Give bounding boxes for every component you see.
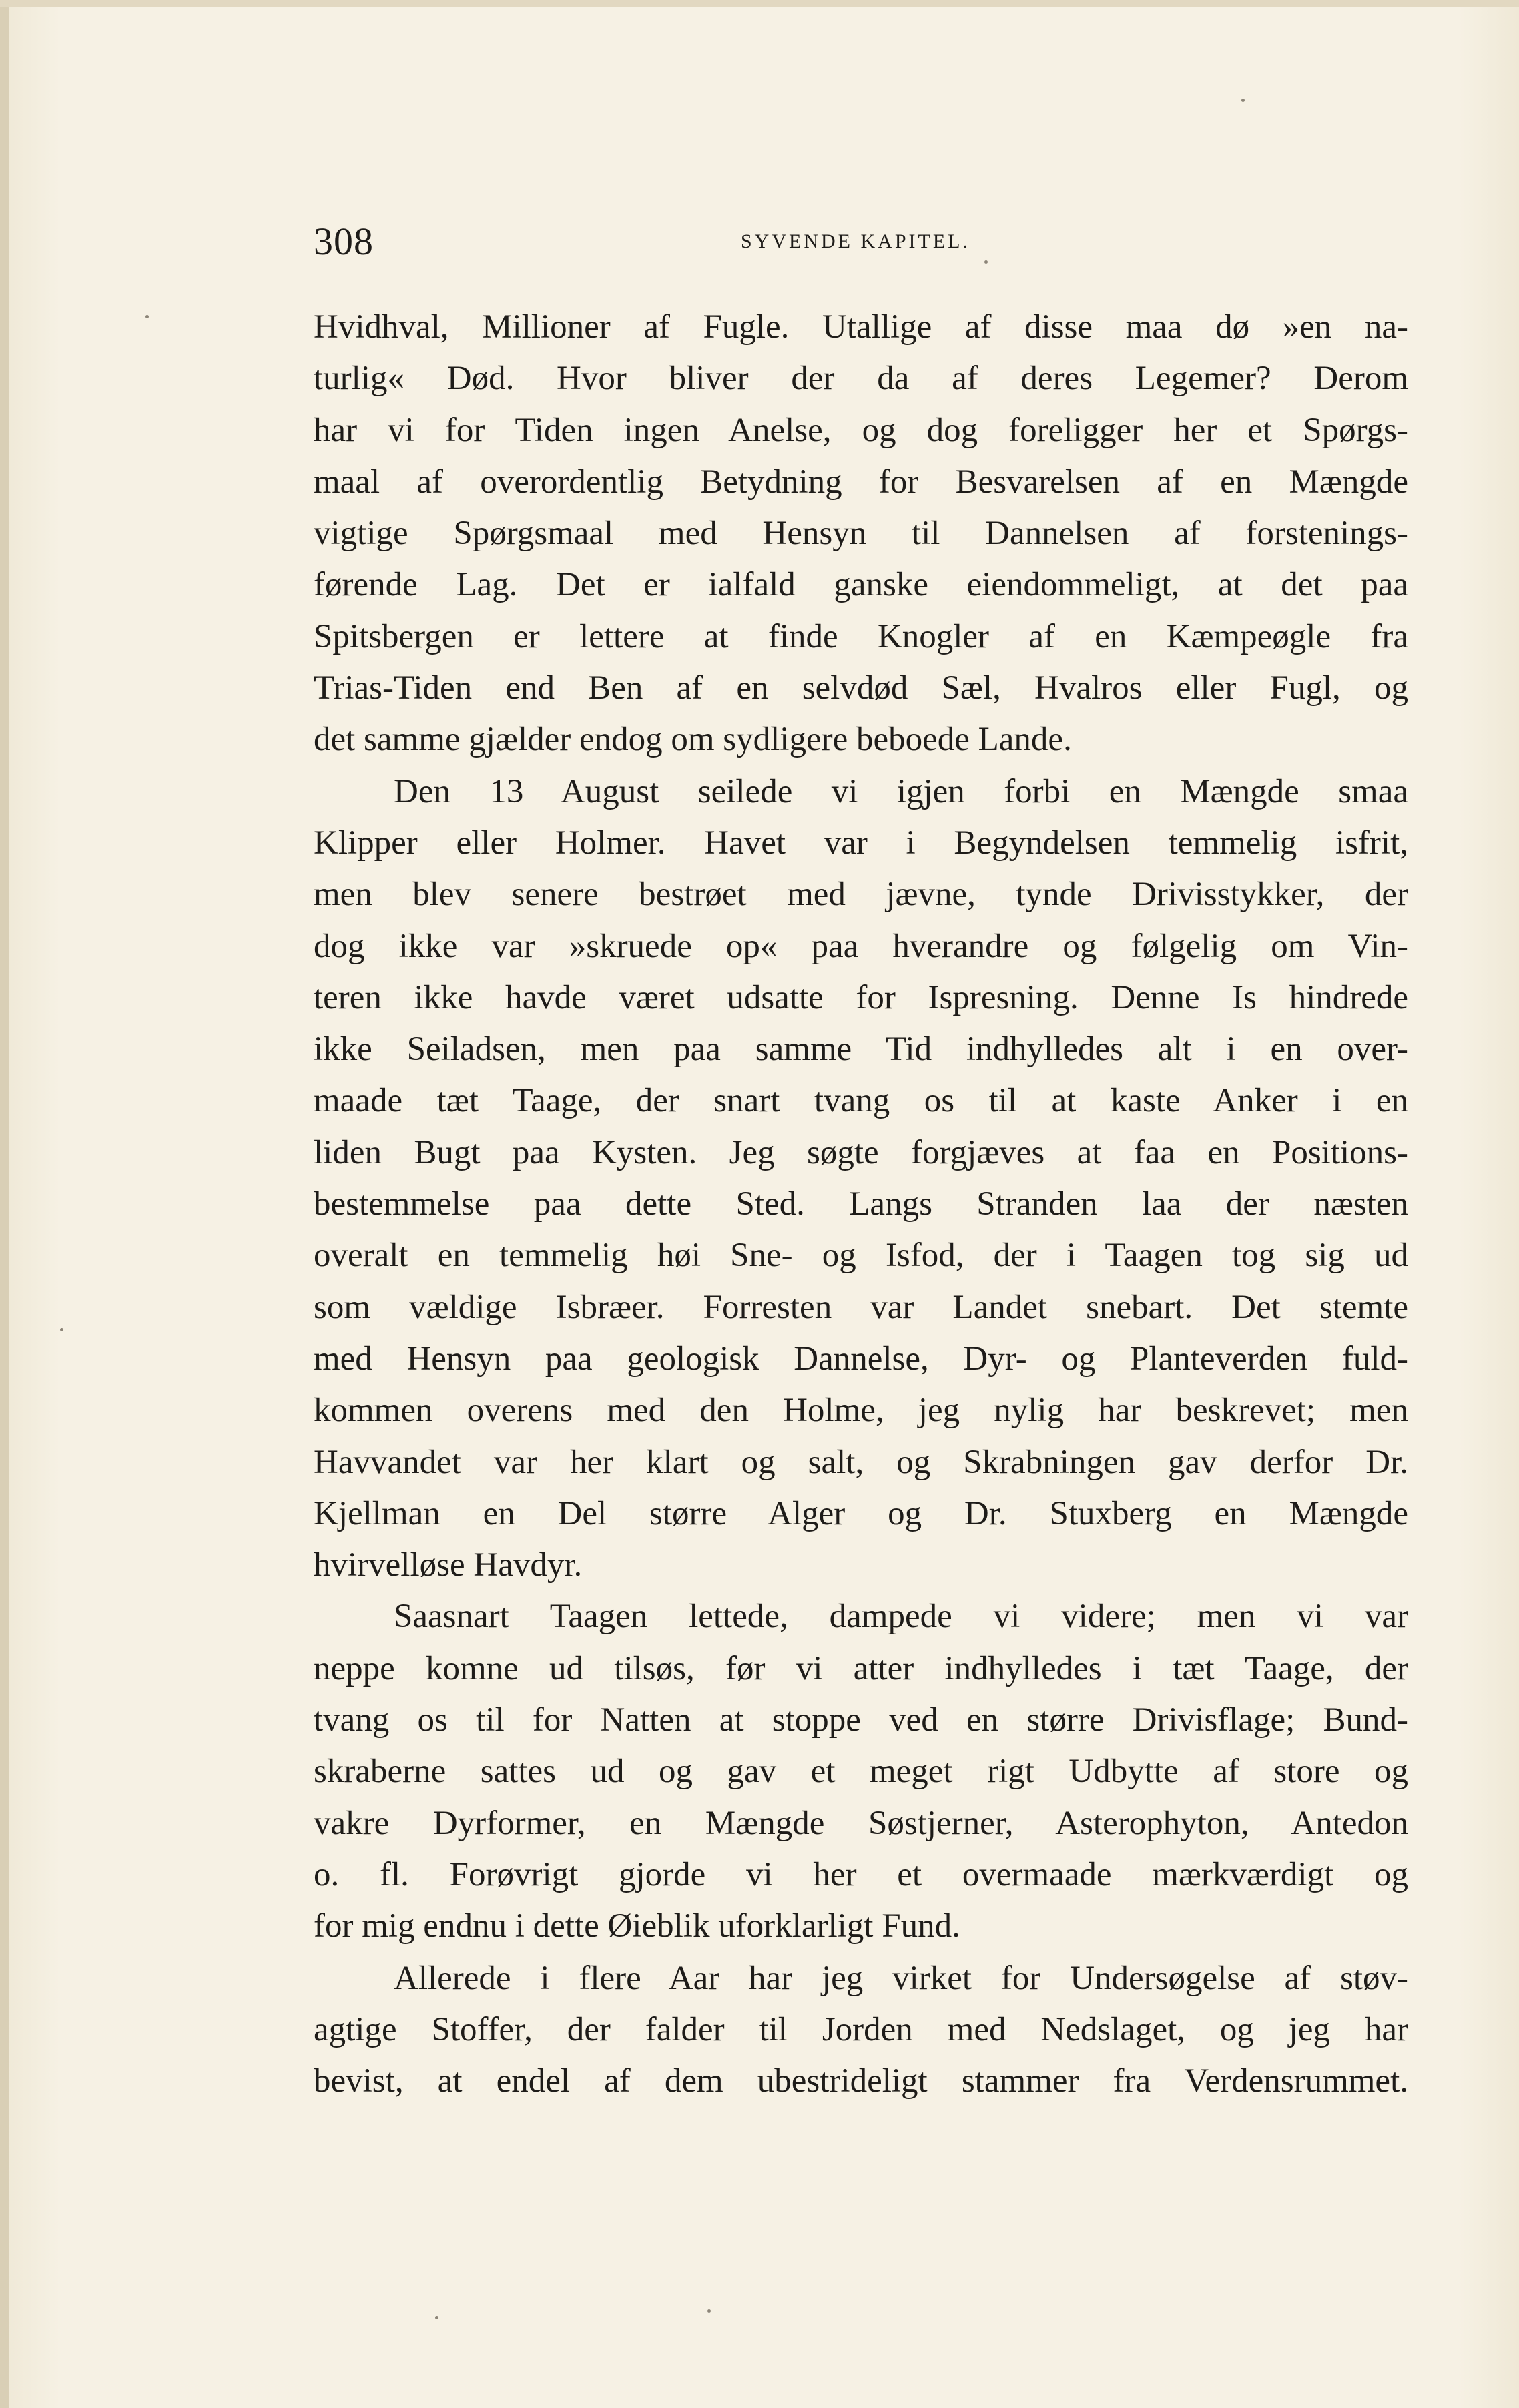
- text-line: maal af overordentlig Betydning for Besvarelsen af en Mængde: [314, 463, 1408, 501]
- paragraph-3: [314, 1591, 1408, 1952]
- text-line: tvang os til for Natten at stoppe ved en større Drivisflage; Bund-: [314, 1701, 1408, 1739]
- text-line: førende Lag. Det er ialfald ganske eiendommeligt, at det paa: [314, 566, 1408, 604]
- text-line: Klipper eller Holmer. Havet var i Begyndelsen temmelig isfrit,: [314, 824, 1408, 862]
- chapter-title: SYVENDE KAPITEL.: [741, 230, 970, 252]
- paper-speck: [1241, 99, 1245, 102]
- paragraph-4: [314, 1953, 1408, 2108]
- text-line: vakre Dyrformer, en Mængde Søstjerner, Asterophyton, Antedon: [314, 1804, 1408, 1842]
- text-line: vigtige Spørgsmaal med Hensyn til Dannelsen af forstenings-: [314, 515, 1408, 553]
- text-line: o. fl. Forøvrigt gjorde vi her et overmaade mærkværdigt og: [314, 1855, 1408, 1893]
- text-line: Kjellman en Del større Alger og Dr. Stuxberg en Mængde: [314, 1494, 1408, 1532]
- text-line: med Hensyn paa geologisk Dannelse, Dyr- og Planteverden fuld-: [314, 1339, 1408, 1378]
- text-line: Spitsbergen er lettere at finde Knogler af en Kæmpeøgle fra: [314, 617, 1408, 655]
- text-line: hvirvelløse Havdyr.: [314, 1546, 583, 1584]
- text-line: for mig endnu i dette Øieblik uforklarligt Fund.: [314, 1907, 960, 1945]
- text-line: maade tæt Taage, der snart tvang os til at kaste Anker i en: [314, 1082, 1408, 1120]
- text-line: Hvidhval, Millioner af Fugle. Utallige af disse maa dø »en na-: [314, 308, 1408, 346]
- text-line: skraberne sattes ud og gav et meget rigt Udbytte af store og: [314, 1753, 1408, 1791]
- paper-speck: [435, 2316, 438, 2319]
- text-line: bevist, at endel af dem ubestrideligt stammer fra Verdensrummet.: [314, 2062, 1408, 2100]
- text-line: overalt en temmelig høi Sne- og Isfod, der i Taagen tog sig ud: [314, 1237, 1408, 1275]
- text-line: det samme gjælder endog om sydligere beboede Lande.: [314, 721, 1072, 759]
- text-line: Allerede i flere Aar har jeg virket for Undersøgelse af støv-: [394, 1959, 1408, 1997]
- text-line: kommen overens med den Holme, jeg nylig har beskrevet; men: [314, 1392, 1408, 1430]
- text-line: liden Bugt paa Kysten. Jeg søgte forgjæves at faa en Positions-: [314, 1133, 1408, 1171]
- page-edge-left: [0, 0, 9, 2408]
- text-line: ikke Seiladsen, men paa samme Tid indhylledes alt i en over-: [314, 1030, 1408, 1069]
- paper-speck: [707, 2309, 711, 2313]
- running-head: [314, 215, 1408, 268]
- text-line: bestemmelse paa dette Sted. Langs Stranden laa der næsten: [314, 1185, 1408, 1223]
- text-line: teren ikke havde været udsatte for Ispresning. Denne Is hindrede: [314, 978, 1408, 1016]
- text-line: men blev senere bestrøet med jævne, tynde Drivisstykker, der: [314, 876, 1408, 914]
- paper-speck: [60, 1328, 63, 1331]
- text-line: neppe komne ud tilsøs, før vi atter indhylledes i tæt Taage, der: [314, 1649, 1408, 1687]
- text-line: dog ikke var »skruede op« paa hverandre og følgelig om Vin-: [314, 927, 1408, 965]
- text-line: agtige Stoffer, der falder til Jorden med Nedslaget, og jeg har: [314, 2010, 1408, 2048]
- text-line: Den 13 August seilede vi igjen forbi en Mængde smaa: [394, 772, 1408, 810]
- text-line: Trias-Tiden end Ben af en selvdød Sæl, Hvalros eller Fugl, og: [314, 669, 1408, 707]
- text-line: turlig« Død. Hvor bliver der da af deres Legemer? Derom: [314, 360, 1408, 398]
- text-line: som vældige Isbræer. Forresten var Landet snebart. Det stemte: [314, 1288, 1408, 1326]
- page-number: 308: [314, 220, 374, 263]
- paragraph-2: [314, 766, 1408, 1592]
- body-text: [314, 302, 1408, 2107]
- text-line: har vi for Tiden ingen Anelse, og dog foreligger her et Spørgs-: [314, 411, 1408, 449]
- paper-speck: [984, 260, 988, 264]
- text-line: Saasnart Taagen lettede, dampede vi videre; men vi var: [394, 1598, 1408, 1636]
- page-edge-top: [0, 0, 1519, 7]
- paper-speck: [145, 315, 149, 318]
- text-line: Havvandet var her klart og salt, og Skrabningen gav derfor Dr.: [314, 1443, 1408, 1481]
- paragraph-1: [314, 302, 1408, 766]
